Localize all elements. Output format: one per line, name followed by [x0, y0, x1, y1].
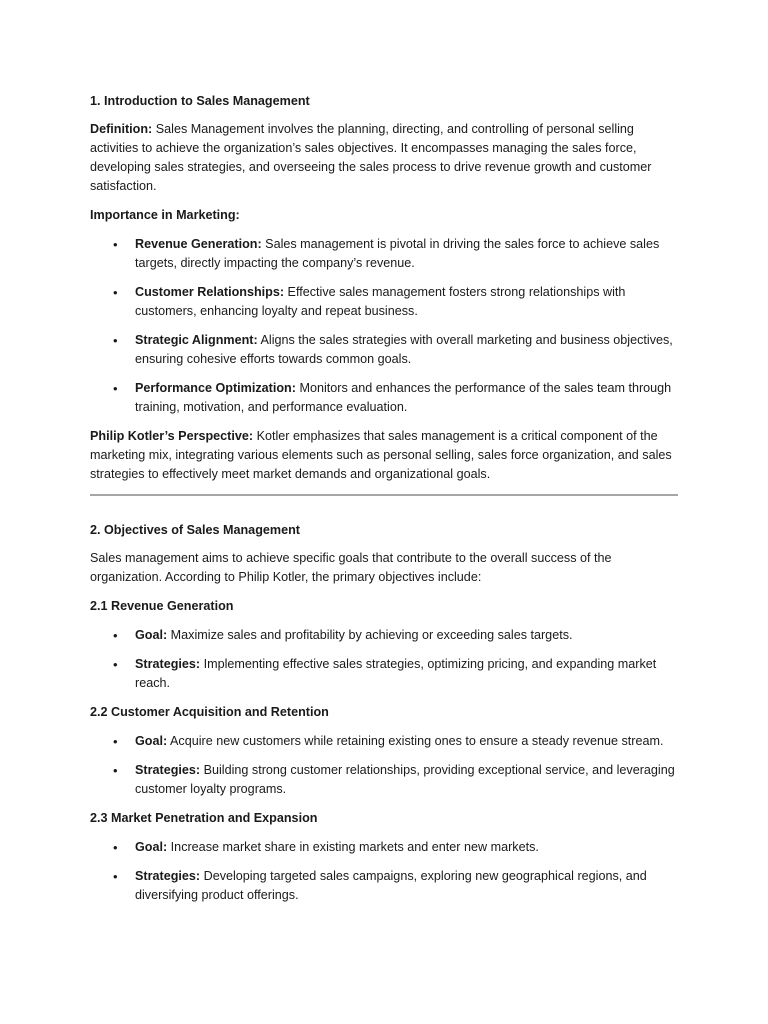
list-item	[90, 761, 678, 799]
list-item	[90, 379, 678, 417]
goal-text: Increase market share in existing markets and enter new markets.	[167, 840, 539, 854]
strategies-text: Developing targeted sales campaigns, exploring new geographical regions, and diversifying product offerings.	[135, 869, 647, 902]
importance-list	[90, 235, 678, 417]
strategies-text: Implementing effective sales strategies, optimizing pricing, and expanding market reach.	[135, 657, 657, 690]
section-2-intro: Sales management aims to achieve specific goals that contribute to the overall success of the organization. According to Philip Kotler, the primary objectives include:	[90, 551, 612, 584]
kotler-label: Philip Kotler’s Perspective:	[90, 429, 254, 443]
bullet-text: Aligns the sales strategies with overall marketing and business objectives, ensuring cohesive efforts towards common goals.	[135, 333, 673, 366]
subsection-list	[90, 838, 678, 905]
bullet-text: Sales management is pivotal in driving the sales force to achieve sales targets, directly impacting the company’s revenue.	[135, 237, 660, 270]
bullet-label: Revenue Generation:	[135, 237, 262, 251]
list-item	[90, 732, 678, 751]
bullet-label: Performance Optimization:	[135, 381, 296, 395]
list-item	[90, 838, 678, 857]
bullet-text: Effective sales management fosters strong relationships with customers, enhancing loyalty and repeat business.	[135, 285, 626, 318]
list-item	[90, 626, 678, 645]
list-item	[90, 331, 678, 369]
bullet-label: Strategic Alignment:	[135, 333, 258, 347]
goal-label: Goal:	[135, 628, 168, 642]
bullet-text: Monitors and enhances the performance of the sales team through training, motivation, and performance evaluation.	[135, 381, 672, 414]
goal-text: Acquire new customers while retaining existing ones to ensure a steady revenue stream.	[167, 734, 664, 748]
subsection-heading: 2.3 Market Penetration and Expansion	[90, 811, 318, 825]
section-2-heading: 2. Objectives of Sales Management	[90, 523, 300, 537]
kotler-paragraph	[90, 427, 678, 484]
subsection-heading: 2.2 Customer Acquisition and Retention	[90, 705, 329, 719]
list-item	[90, 867, 678, 905]
definition-text: Sales Management involves the planning, directing, and controlling of personal selling activities to achieve the organization’s sales objectives. It encompasses managing the sales force, developing sales strategies, and overseeing the sales process to drive revenue growth and customer satisfaction.	[90, 122, 652, 193]
strategies-label: Strategies:	[135, 869, 201, 883]
goal-label: Goal:	[135, 734, 168, 748]
subsection-list	[90, 626, 678, 693]
list-item	[90, 283, 678, 321]
strategies-label: Strategies:	[135, 657, 201, 671]
definition-label: Definition:	[90, 122, 153, 136]
subsection-heading: 2.1 Revenue Generation	[90, 599, 234, 613]
goal-label: Goal:	[135, 840, 168, 854]
importance-heading	[90, 206, 678, 225]
importance-heading-text: Importance in Marketing:	[90, 208, 240, 222]
list-item	[90, 235, 678, 273]
section-1-heading: 1. Introduction to Sales Management	[90, 94, 310, 108]
bullet-label: Customer Relationships:	[135, 285, 285, 299]
strategies-text: Building strong customer relationships, providing exceptional service, and leveraging customer loyalty programs.	[135, 763, 675, 796]
subsection-list	[90, 732, 678, 799]
document-body	[90, 92, 678, 915]
goal-text: Maximize sales and profitability by achieving or exceeding sales targets.	[167, 628, 573, 642]
kotler-text: Kotler emphasizes that sales management is a critical component of the marketing mix, integrating various elements such as personal selling, sales force organization, and sales strategies to effectively meet market demands and organizational goals.	[90, 429, 672, 481]
list-item	[90, 655, 678, 693]
definition-paragraph	[90, 120, 678, 196]
strategies-label: Strategies:	[135, 763, 201, 777]
section-divider	[90, 494, 678, 496]
